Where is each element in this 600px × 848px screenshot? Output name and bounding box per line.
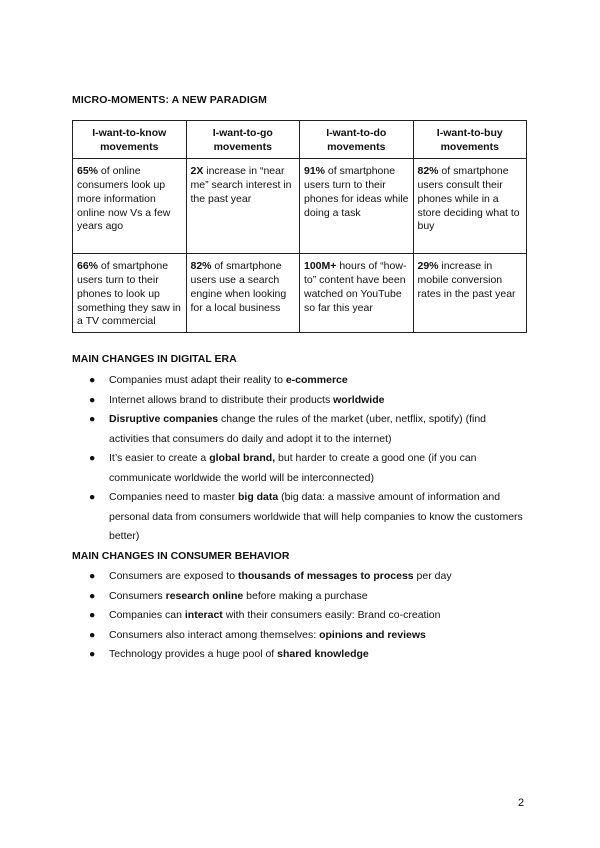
table-cell [73, 159, 187, 254]
cell-text: of smartphone users turn to their phones for ideas while doing a task [304, 165, 409, 219]
table-cell [300, 254, 414, 333]
bullet-icon: ● [89, 452, 96, 464]
table-row [73, 254, 527, 333]
list-item [89, 410, 529, 449]
item-text: before making a purchase [243, 589, 368, 602]
page-title: MICRO-MOMENTS: A NEW PARADIGM [72, 94, 267, 106]
item-text: change the rules of the market (uber, netflix, spotify) (find activities that consumers do daily and adopt it to the internet) [109, 413, 487, 445]
cell-text: hours of “how-to” content have been watched on YouTube so far this year [304, 260, 407, 314]
emphasis-text: worldwide [333, 393, 385, 406]
emphasis-text: thousands of messages to process [237, 570, 414, 582]
table-cell [73, 254, 187, 333]
cell-stat: 2X [190, 165, 204, 178]
emphasis-text: interact [184, 609, 223, 621]
consumer-behavior-list [89, 567, 529, 665]
table-row [73, 159, 527, 254]
cell-stat: 82% [417, 165, 439, 178]
item-text: Consumers are exposed to [109, 570, 238, 582]
column-header: I-want-to-go movements [186, 121, 300, 159]
list-item [89, 567, 529, 587]
list-item [89, 645, 529, 665]
bullet-icon: ● [89, 570, 96, 582]
item-text: per day [413, 570, 452, 582]
cell-stat: 82% [190, 260, 212, 273]
cell-stat: 91% [304, 165, 326, 178]
list-item [89, 391, 529, 411]
item-text: Companies can [109, 609, 185, 621]
bullet-icon: ● [89, 393, 96, 406]
list-item [89, 488, 529, 547]
table-cell [413, 254, 527, 333]
cell-stat: 100M+ [304, 260, 337, 273]
cell-text: increase in “near me” search interest in the past year [190, 165, 292, 205]
cell-text: increase in mobile conversion rates in the past year [417, 260, 516, 300]
table-cell [413, 159, 527, 254]
item-text: but harder to create a good one (if you can communicate worldwide the world will be interconnected) [109, 452, 477, 484]
cell-stat: 66% [77, 260, 99, 273]
page-number: 2 [518, 797, 525, 809]
item-text: (big data: a massive amount of information and personal data from consumers worldwide that will help companies to know the customers better) [109, 491, 523, 542]
emphasis-text: shared knowledge [277, 648, 369, 660]
cell-text: of smartphone users use a search engine when looking for a local business [190, 260, 287, 314]
micro-moments-table [72, 120, 527, 333]
bullet-icon: ● [89, 628, 96, 641]
table-cell [300, 159, 414, 254]
bullet-icon: ● [89, 589, 96, 602]
section-heading-consumer-behavior: MAIN CHANGES IN CONSUMER BEHAVIOR [72, 550, 290, 562]
table-cell [186, 254, 300, 333]
table-cell [186, 159, 300, 254]
item-text: Consumers [109, 589, 166, 602]
list-item [89, 606, 529, 626]
column-header: I-want-to-do movements [300, 121, 414, 159]
bullet-icon: ● [89, 413, 96, 425]
cell-text: of online consumers look up more information online now Vs a few years ago [77, 165, 171, 233]
bullet-icon: ● [89, 374, 96, 386]
cell-stat: 29% [417, 260, 439, 273]
list-item [89, 587, 529, 607]
item-text: Consumers also interact among themselves: [109, 628, 320, 641]
digital-era-list [89, 371, 529, 547]
list-item [89, 449, 529, 488]
item-text: Internet allows brand to distribute their products [109, 393, 334, 406]
emphasis-text: e-commerce [285, 374, 348, 386]
bullet-icon: ● [89, 609, 96, 621]
list-item [89, 626, 529, 646]
emphasis-text: research online [165, 589, 244, 602]
item-text: It’s easier to create a [109, 452, 210, 464]
column-header: I-want-to-know movements [73, 121, 187, 159]
item-text: Companies need to master [109, 491, 238, 503]
cell-stat: 65% [77, 165, 99, 178]
cell-text: of smartphone users turn to their phones to look up something they saw in a TV commercial [77, 260, 181, 328]
emphasis-text: global brand, [209, 452, 276, 464]
bullet-icon: ● [89, 648, 96, 660]
emphasis-text: Disruptive companies [109, 413, 219, 425]
item-text: Companies must adapt their reality to [109, 374, 286, 386]
list-item [89, 371, 529, 391]
emphasis-text: big data [237, 491, 279, 503]
section-heading-digital-era: MAIN CHANGES IN DIGITAL ERA [72, 353, 237, 365]
emphasis-text: opinions and reviews [319, 628, 426, 641]
item-text: Technology provides a huge pool of [109, 648, 278, 660]
column-header: I-want-to-buy movements [413, 121, 527, 159]
item-text: with their consumers easily: Brand co-creation [222, 609, 441, 621]
table-header-row [73, 121, 527, 159]
bullet-icon: ● [89, 491, 96, 503]
cell-text: of smartphone users consult their phones while in a store deciding what to buy [417, 165, 520, 233]
